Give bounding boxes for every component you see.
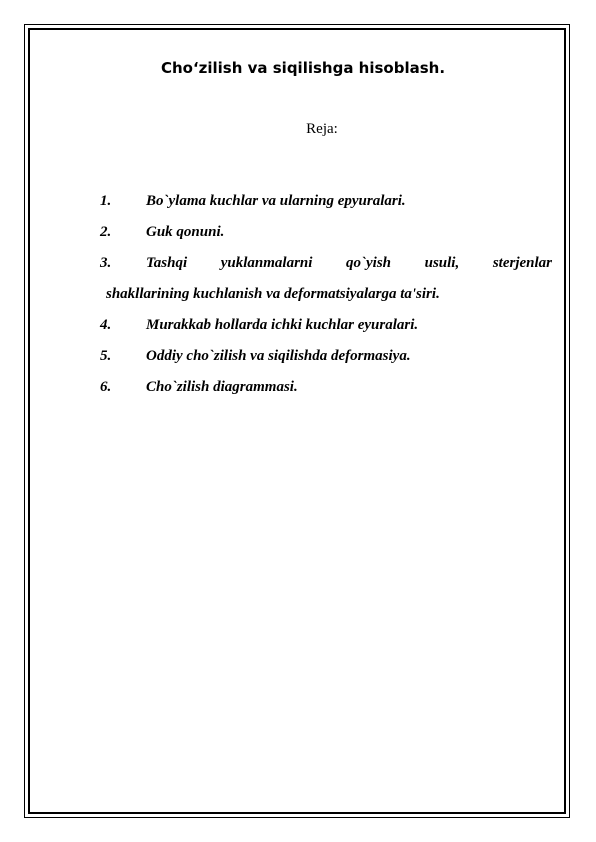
page-border	[24, 24, 570, 818]
plan-item-number: 5.	[100, 348, 112, 364]
plan-item-text: Bo`ylama kuchlar va ularning epyuralari.	[146, 193, 406, 209]
plan-item-text: Oddiy cho`zilish va siqilishda deformasiya.	[146, 348, 411, 364]
plan-item-5	[100, 341, 552, 372]
plan-item-3	[100, 248, 552, 310]
plan-item-text: Tashqi yuklanmalarni qo`yish usuli, sterjenlar	[146, 255, 552, 271]
plan-item-number: 4.	[100, 317, 112, 333]
plan-item-text: Murakkab hollarda ichki kuchlar eyuralari.	[146, 317, 419, 333]
plan-item-number: 1.	[100, 193, 112, 209]
plan-item-text: Cho`zilish diagrammasi.	[146, 379, 298, 395]
plan-item-text: Guk qonuni.	[146, 224, 225, 240]
plan-item-4	[100, 310, 552, 341]
document-title: Cho‘zilish va siqilishga hisoblash.	[160, 59, 446, 77]
plan-item-2	[100, 217, 552, 248]
plan-item-text-continuation: shakllarining kuchlanish va deformatsiyalarga ta'siri.	[106, 286, 440, 302]
plan-item-number: 6.	[100, 379, 112, 395]
plan-item-number: 3.	[100, 255, 112, 271]
plan-heading: Reja:	[306, 121, 338, 137]
plan-item-number: 2.	[100, 224, 112, 240]
plan-item-1	[100, 186, 552, 217]
plan-item-6	[100, 372, 552, 403]
page-border-inner	[28, 28, 566, 814]
plan-list	[100, 186, 552, 403]
